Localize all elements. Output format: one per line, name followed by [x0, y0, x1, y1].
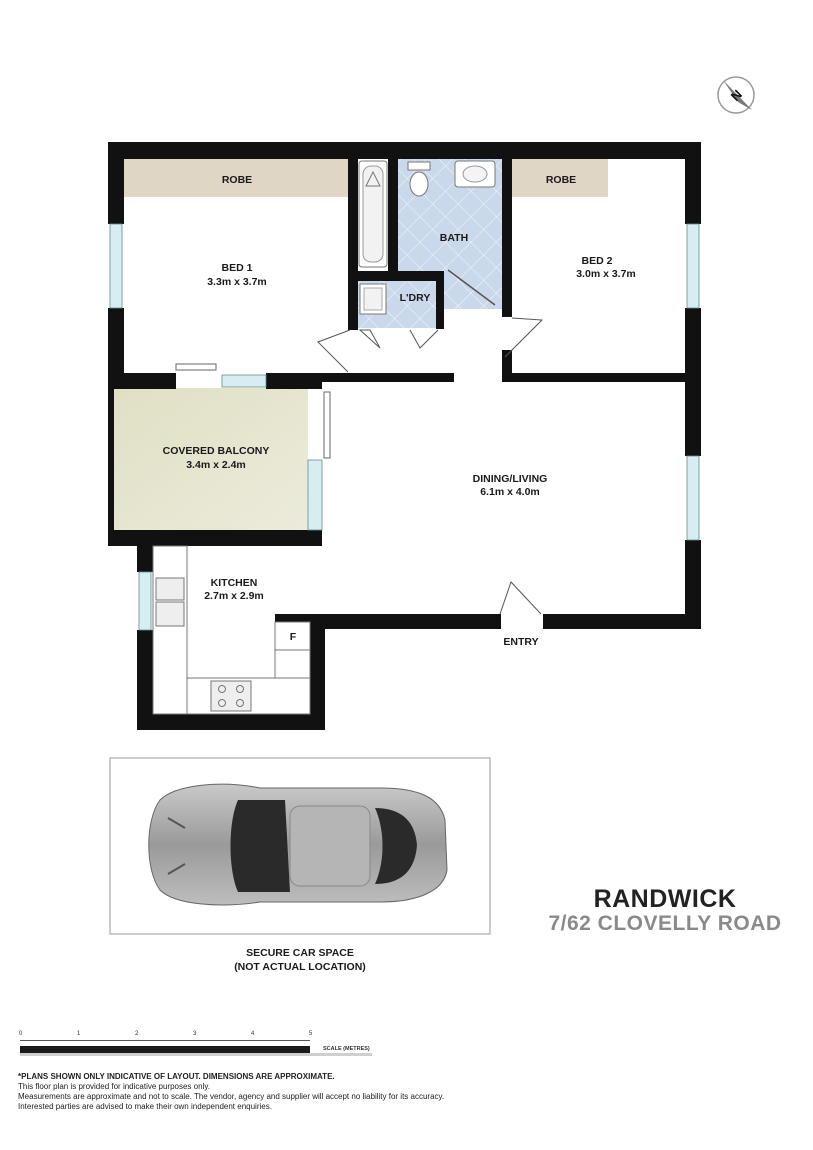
car-space-caption-line2: (NOT ACTUAL LOCATION) [234, 961, 366, 973]
scale-tick-4: 4 [251, 1031, 255, 1037]
balcony-name: COVERED BALCONY [162, 445, 270, 457]
toilet-icon [408, 162, 430, 196]
bathtub-icon [359, 161, 387, 267]
disclaimer-heading: *PLANS SHOWN ONLY INDICATIVE OF LAYOUT. DIMENSIONS ARE APPROXIMATE. [18, 1072, 335, 1081]
disclaimer [18, 1072, 538, 1112]
balcony-size: 3.4m x 2.4m [186, 459, 246, 471]
bed1-name: BED 1 [221, 262, 253, 274]
disclaimer-line: This floor plan is provided for indicative purposes only. [18, 1082, 210, 1091]
scale-label: SCALE (METRES) [323, 1046, 370, 1052]
entry-label: ENTRY [503, 636, 539, 648]
scale-tick-5: 5 [309, 1031, 313, 1037]
basin-icon [455, 161, 495, 187]
laundry-label: L'DRY [399, 292, 431, 304]
disclaimer-line: Interested parties are advised to make their own independent enquiries. [18, 1102, 272, 1111]
bed2-size: 3.0m x 3.7m [576, 268, 636, 280]
sink-icon [156, 578, 184, 626]
car-space-caption [110, 946, 490, 974]
kitchen-size: 2.7m x 2.9m [204, 590, 264, 602]
car-space-caption-line1: SECURE CAR SPACE [246, 947, 354, 959]
disclaimer-line: Measurements are approximate and not to scale. The vendor, agency and supplier will accept no liability for its accuracy. [18, 1092, 445, 1101]
bath-label: BATH [439, 232, 469, 244]
bed1-size: 3.3m x 3.7m [207, 276, 267, 288]
scale-tick-3: 3 [193, 1031, 197, 1037]
robe-bed1-label: ROBE [221, 174, 253, 186]
bed2-name: BED 2 [581, 255, 613, 267]
address-subtitle: 7/62 CLOVELLY ROAD [548, 912, 782, 935]
robe-bed2-label: ROBE [545, 174, 577, 186]
car-icon [149, 784, 447, 905]
scale-tick-0: 0 [19, 1031, 23, 1037]
north-arrow-icon [718, 77, 754, 113]
living-size: 6.1m x 4.0m [480, 486, 540, 498]
kitchen-name: KITCHEN [210, 577, 258, 589]
scale-tick-1: 1 [77, 1031, 81, 1037]
cooktop-icon [211, 681, 251, 711]
living-name: DINING/LIVING [472, 473, 548, 485]
laundry-tub-icon [360, 284, 386, 314]
scale-tick-2: 2 [135, 1031, 139, 1037]
suburb-title: RANDWICK [593, 885, 737, 913]
north-label: N [727, 86, 745, 104]
fridge-label: F [289, 631, 297, 643]
